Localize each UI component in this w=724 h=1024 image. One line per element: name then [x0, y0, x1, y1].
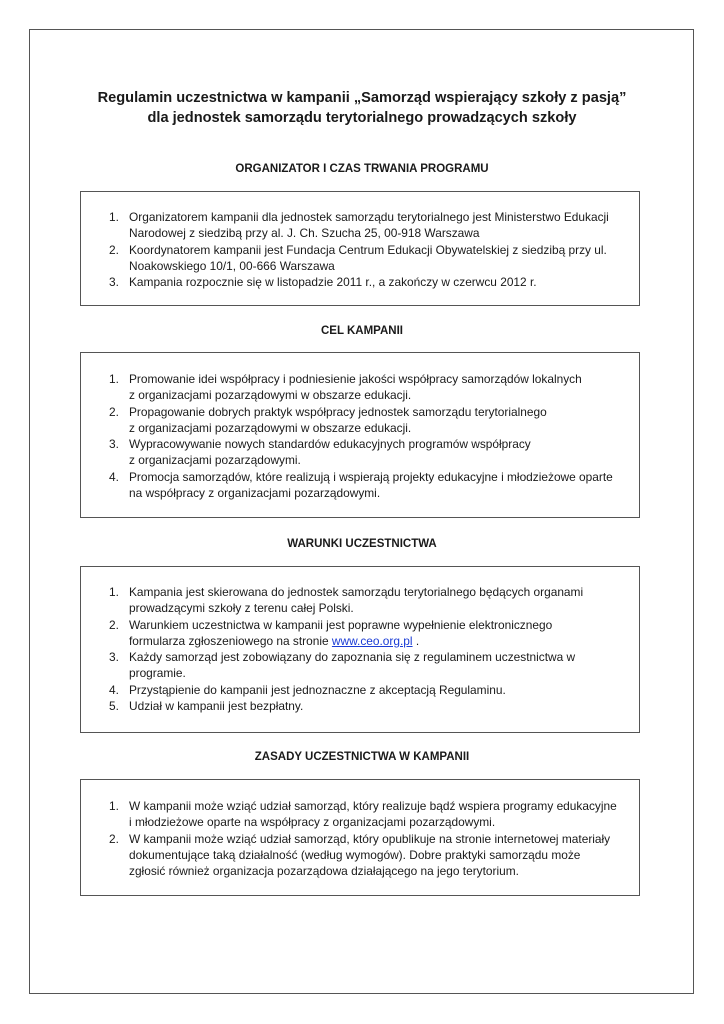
- section-box-organizator: [80, 191, 640, 306]
- list-item: 1. Kampania jest skierowana do jednostek samorządu terytorialnego będących organami prowadzącymi szkoły z terenu całej Polski.: [109, 585, 584, 616]
- list-item: 1. Promowanie idei współpracy i podniesienie jakości współpracy samorządów lokalnych z organizacjami pozarządowymi w obszarze edukacji.: [109, 372, 582, 403]
- section-box-warunki: [80, 566, 640, 733]
- list-item: 5. Udział w kampanii jest bezpłatny.: [109, 699, 304, 714]
- section-box-zasady: [80, 779, 640, 896]
- list-item: 1. W kampanii może wziąć udział samorząd, który realizuje bądź wspiera programy edukacyjne i młodzieżowe oparte na współpracy z organizacjami pozarządowymi.: [109, 799, 617, 830]
- list-item: 2. Propagowanie dobrych praktyk współpracy jednostek samorządu terytorialnego z organizacjami pozarządowymi w obszarze edukacji.: [109, 404, 547, 435]
- section-heading-warunki: WARUNKI UCZESTNICTWA: [287, 538, 437, 550]
- list-item: 2. W kampanii może wziąć udział samorząd, który opublikuje na stronie internetowej materiały dokumentujące taką działalność (według wymogów). Dobre praktyki samorządu może zgłosić również organizacja pozarządowa działającego na jego terytorium.: [109, 831, 611, 879]
- list-item: 4. Promocja samorządów, które realizują i wspierają projekty edukacyjne i młodzieżowe oparte na współpracy z organizacjami pozarządowymi.: [109, 469, 613, 501]
- list-item: 1. Organizatorem kampanii dla jednostek samorządu terytorialnego jest Ministerstwo Edukacji Narodowej z siedzibą przy al. J. Ch. Szucha 25, 00-918 Warszawa: [109, 210, 609, 241]
- section-heading-cel: CEL KAMPANII: [321, 325, 403, 337]
- document-title-line-2: dla jednostek samorządu terytorialnego prowadzących szkoły: [147, 110, 577, 126]
- section-heading-zasady: ZASADY UCZESTNICTWA W KAMPANII: [254, 751, 470, 763]
- section-box-cel: [80, 352, 640, 518]
- list-item: 3. Kampania rozpocznie się w listopadzie 2011 r., a zakończy w czerwcu 2012 r.: [109, 275, 537, 290]
- list-item: 2. Koordynatorem kampanii jest Fundacja Centrum Edukacji Obywatelskiej z siedzibą przy ul. Noakowskiego 10/1, 00-666 Warszawa: [109, 242, 607, 273]
- ceo-website-link[interactable]: www.ceo.org.pl: [331, 633, 413, 648]
- list-item: 2. Warunkiem uczestnictwa w kampanii jest poprawne wypełnienie elektronicznego formularza zgłoszeniowego na stronie www.ceo.org.pl .: [109, 617, 553, 648]
- list-item: 3. Wypracowywanie nowych standardów edukacyjnych programów współpracy z organizacjami pozarządowymi.: [109, 437, 531, 468]
- list-item: 4. Przystąpienie do kampanii jest jednoznaczne z akceptacją Regulaminu.: [109, 682, 506, 697]
- list-item: 3. Każdy samorząd jest zobowiązany do zapoznania się z regulaminem uczestnictwa w programie.: [109, 650, 576, 681]
- document-title-line-1: Regulamin uczestnictwa w kampanii „Samorząd wspierający szkoły z pasją”: [97, 90, 627, 106]
- section-heading-organizator: ORGANIZATOR I CZAS TRWANIA PROGRAMU: [235, 163, 489, 175]
